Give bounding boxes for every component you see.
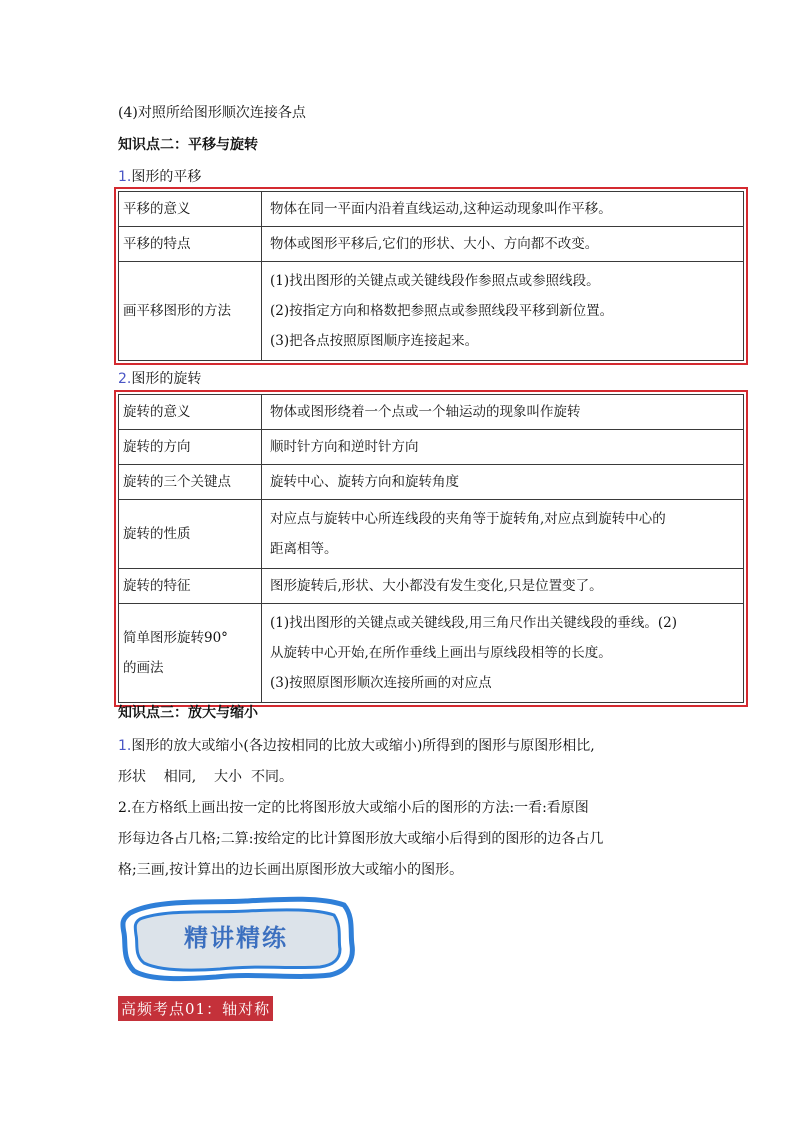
value-line: 对应点与旋转中心所连线段的夹角等于旋转角,对应点到旋转中心的 bbox=[270, 511, 666, 527]
value-line: (2)按指定方向和格数把参照点或参照线段平移到新位置。 bbox=[270, 303, 614, 319]
key-line: 的画法 bbox=[123, 660, 164, 676]
table-row bbox=[119, 262, 744, 361]
badge-label: 精讲精练 bbox=[184, 924, 288, 952]
sub2-title bbox=[118, 368, 201, 388]
key-line: 简单图形旋转90° bbox=[123, 630, 228, 646]
value-line: (3)按照原图形顺次连接所画的对应点 bbox=[270, 675, 492, 691]
row-key: 旋转的性质 bbox=[119, 500, 262, 569]
intro-line: (4)对照所给图形顺次连接各点 bbox=[118, 105, 306, 121]
rotation-table bbox=[114, 390, 748, 707]
sub2-text: 图形的旋转 bbox=[131, 371, 202, 387]
translation-table bbox=[114, 187, 748, 365]
value-line: (1)找出图形的关键点或关键线段,用三角尺作出关键线段的垂线。(2) bbox=[270, 615, 678, 631]
section3-p2-line1: 2.在方格纸上画出按一定的比将图形放大或缩小后的图形的方法:一看:看原图 bbox=[118, 800, 589, 816]
p1-num: 1. bbox=[118, 738, 132, 754]
row-value: 物体或图形平移后,它们的形状、大小、方向都不改变。 bbox=[262, 227, 744, 262]
row-value bbox=[262, 604, 744, 703]
table-row bbox=[119, 569, 744, 604]
row-value: 旋转中心、旋转方向和旋转角度 bbox=[262, 465, 744, 500]
p1-text: 图形的放大或缩小(各边按相同的比放大或缩小)所得到的图形与原图形相比, bbox=[131, 738, 595, 754]
table-row bbox=[119, 227, 744, 262]
table-row bbox=[119, 465, 744, 500]
sub1-text: 图形的平移 bbox=[131, 169, 202, 185]
sub2-num: 2. bbox=[118, 371, 132, 387]
table-row bbox=[119, 395, 744, 430]
row-value bbox=[262, 500, 744, 569]
section3-p2-line2: 形每边各占几格;二算:按给定的比计算图形放大或缩小后得到的图形的边各占几 bbox=[118, 831, 604, 847]
row-value: 物体在同一平面内沿着直线运动,这种运动现象叫作平移。 bbox=[262, 192, 744, 227]
value-line: 距离相等。 bbox=[270, 541, 338, 557]
section3-p1-line2: 形状 相同, 大小 不同。 bbox=[118, 769, 293, 785]
section3-p1-line1 bbox=[118, 735, 595, 755]
table-row bbox=[119, 192, 744, 227]
section3-title: 知识点三：放大与缩小 bbox=[118, 705, 258, 721]
row-key: 旋转的三个关键点 bbox=[119, 465, 262, 500]
row-value: 物体或图形绕着一个点或一个轴运动的现象叫作旋转 bbox=[262, 395, 744, 430]
row-key: 旋转的方向 bbox=[119, 430, 262, 465]
row-key bbox=[119, 604, 262, 703]
sub1-num: 1. bbox=[118, 169, 132, 185]
section2-title: 知识点二：平移与旋转 bbox=[118, 137, 258, 153]
row-key: 平移的意义 bbox=[119, 192, 262, 227]
row-value bbox=[262, 262, 744, 361]
row-value: 图形旋转后,形状、大小都没有发生变化,只是位置变了。 bbox=[262, 569, 744, 604]
table-row bbox=[119, 500, 744, 569]
table-row bbox=[119, 430, 744, 465]
row-key: 旋转的特征 bbox=[119, 569, 262, 604]
value-line: (1)找出图形的关键点或关键线段作参照点或参照线段。 bbox=[270, 273, 600, 289]
row-key: 画平移图形的方法 bbox=[119, 262, 262, 361]
high-frequency-label: 高频考点01：轴对称 bbox=[118, 996, 273, 1021]
table-row bbox=[119, 604, 744, 703]
section3-p2-line3: 格;三画,按计算出的边长画出原图形放大或缩小的图形。 bbox=[118, 862, 464, 878]
row-key: 旋转的意义 bbox=[119, 395, 262, 430]
jingjiang-badge bbox=[116, 893, 356, 983]
row-key: 平移的特点 bbox=[119, 227, 262, 262]
value-line: (3)把各点按照原图顺序连接起来。 bbox=[270, 333, 479, 349]
row-value: 顺时针方向和逆时针方向 bbox=[262, 430, 744, 465]
sub1-title bbox=[118, 166, 201, 186]
value-line: 从旋转中心开始,在所作垂线上画出与原线段相等的长度。 bbox=[270, 645, 612, 661]
